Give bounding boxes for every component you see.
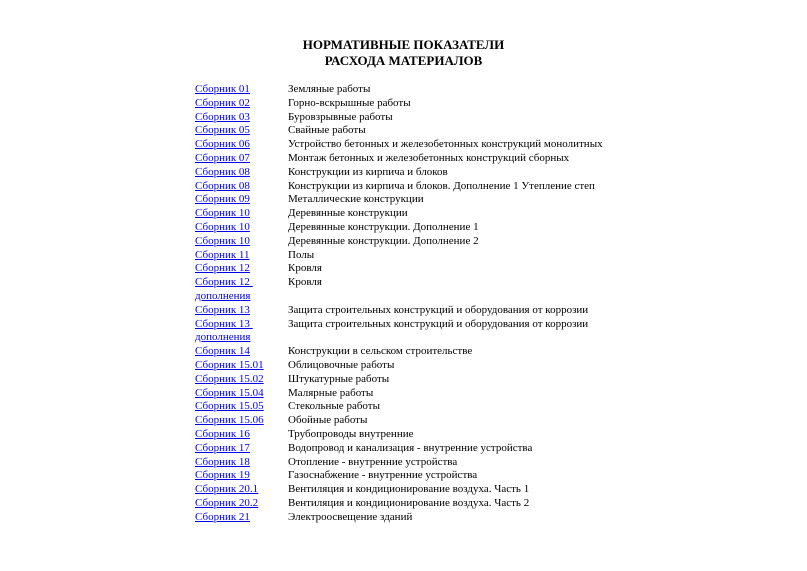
collection-description: Земляные работы: [288, 83, 371, 95]
collection-link[interactable]: Сборник 18: [195, 455, 250, 468]
collection-description: Трубопроводы внутренние: [288, 427, 414, 440]
collection-description: Металлические конструкции: [288, 193, 424, 206]
collection-link[interactable]: Сборник 07: [195, 151, 250, 164]
list-item: [195, 276, 755, 304]
collection-link[interactable]: Сборник 15.06: [195, 414, 264, 427]
collection-link[interactable]: Сборник 08: [195, 179, 250, 192]
collection-description: Стекольные работы: [288, 400, 380, 413]
collection-description: Обойные работы: [288, 414, 368, 427]
collection-link[interactable]: Сборник 17: [195, 441, 250, 454]
list-item: [195, 166, 755, 180]
collection-link[interactable]: Сборник 15.04: [195, 386, 264, 399]
collection-link[interactable]: Сборник 03: [195, 110, 250, 123]
list-item: [195, 111, 755, 125]
list-item: [195, 456, 755, 470]
list-item: [195, 138, 755, 152]
collection-link[interactable]: Сборник 09: [195, 193, 250, 206]
list-item: [195, 318, 755, 346]
list-item: [195, 235, 755, 249]
collection-description: Устройство бетонных и железобетонных конструкций монолитных: [288, 138, 603, 151]
collection-description: Буровзрывные работы: [288, 110, 393, 123]
list-item: [195, 124, 755, 138]
list-item: [195, 262, 755, 276]
collection-description: Кровля: [288, 262, 322, 275]
collection-link[interactable]: Сборник 13: [195, 303, 250, 316]
collection-description: Конструкции из кирпича и блоков. Дополнение 1 Утепление степ: [288, 179, 595, 192]
list-item: [195, 400, 755, 414]
collection-link[interactable]: Сборник 05: [195, 124, 250, 137]
collection-description: Электроосвещение зданий: [288, 510, 413, 523]
list-item: [195, 428, 755, 442]
collection-link[interactable]: Сборник 12 дополнения: [195, 276, 253, 302]
collection-description: Кровля: [288, 276, 322, 289]
collection-description: Конструкции в сельском строительстве: [288, 345, 473, 358]
collection-description: Вентиляция и кондиционирование воздуха. Часть 1: [288, 483, 530, 496]
collection-description: Деревянные конструкции: [288, 207, 408, 220]
collection-link[interactable]: Сборник 10: [195, 234, 250, 247]
collection-link[interactable]: Сборник 10: [195, 207, 250, 220]
collection-link[interactable]: Сборник 16: [195, 427, 250, 440]
collection-description: Монтаж бетонных и железобетонных конструкций сборных: [288, 151, 570, 164]
list-item: [195, 193, 755, 207]
list-item: [195, 345, 755, 359]
collection-description: Защита строительных конструкций и оборудования от коррозии: [288, 303, 589, 316]
collection-link[interactable]: Сборник 21: [195, 510, 250, 523]
list-item: [195, 249, 755, 263]
collection-list: [195, 83, 755, 525]
collection-link[interactable]: Сборник 15.01: [195, 358, 264, 371]
list-item: [195, 152, 755, 166]
list-item: [195, 207, 755, 221]
collection-description: Горно-вскрышные работы: [288, 96, 411, 109]
list-item: [195, 304, 755, 318]
collection-link[interactable]: Сборник 15.05: [195, 400, 264, 413]
collection-description: Штукатурные работы: [288, 372, 390, 385]
list-item: [195, 483, 755, 497]
list-item: [195, 497, 755, 511]
collection-description: Деревянные конструкции. Дополнение 2: [288, 234, 479, 247]
collection-description: Облицовочные работы: [288, 358, 395, 371]
list-item: [195, 83, 755, 97]
collection-description: Вентиляция и кондиционирование воздуха. Часть 2: [288, 496, 530, 509]
collection-description: Полы: [288, 248, 315, 261]
list-item: [195, 414, 755, 428]
collection-description: Конструкции из кирпича и блоков: [288, 165, 448, 178]
page-title: [0, 37, 807, 69]
list-item: [195, 469, 755, 483]
collection-link[interactable]: Сборник 02: [195, 96, 250, 109]
collection-link[interactable]: Сборник 13 дополнения: [195, 317, 253, 344]
list-item: [195, 511, 755, 525]
list-item: [195, 221, 755, 235]
collection-description: Деревянные конструкции. Дополнение 1: [288, 220, 479, 233]
collection-link[interactable]: Сборник 10: [195, 220, 250, 233]
collection-description: Отопление - внутренние устройства: [288, 455, 458, 468]
collection-link[interactable]: Сборник 19: [195, 469, 250, 482]
collection-link[interactable]: Сборник 08: [195, 165, 250, 178]
page-title-line-1: НОРМАТИВНЫЕ ПОКАЗАТЕЛИ: [302, 37, 505, 52]
collection-link[interactable]: Сборник 06: [195, 138, 250, 151]
collection-description: Свайные работы: [288, 124, 366, 137]
list-item: [195, 373, 755, 387]
collection-link[interactable]: Сборник 11: [195, 248, 250, 261]
collection-link[interactable]: Сборник 15.02: [195, 372, 264, 385]
list-item: [195, 359, 755, 373]
collection-description: Водопровод и канализация - внутренние устройства: [288, 441, 533, 454]
collection-link[interactable]: Сборник 20.1: [195, 483, 259, 496]
collection-link[interactable]: Сборник 14: [195, 345, 250, 358]
collection-description: Газоснабжение - внутренние устройства: [288, 469, 478, 482]
collection-link[interactable]: Сборник 20.2: [195, 496, 259, 509]
list-item: [195, 442, 755, 456]
collection-link[interactable]: Сборник 01: [195, 83, 250, 95]
page-title-line-2: РАСХОДА МАТЕРИАЛОВ: [324, 53, 483, 68]
list-item: [195, 180, 755, 194]
collection-description: Защита строительных конструкций и оборудования от коррозии: [288, 317, 589, 330]
collection-description: Малярные работы: [288, 386, 374, 399]
list-item: [195, 387, 755, 401]
collection-link[interactable]: Сборник 12: [195, 262, 250, 275]
list-item: [195, 97, 755, 111]
